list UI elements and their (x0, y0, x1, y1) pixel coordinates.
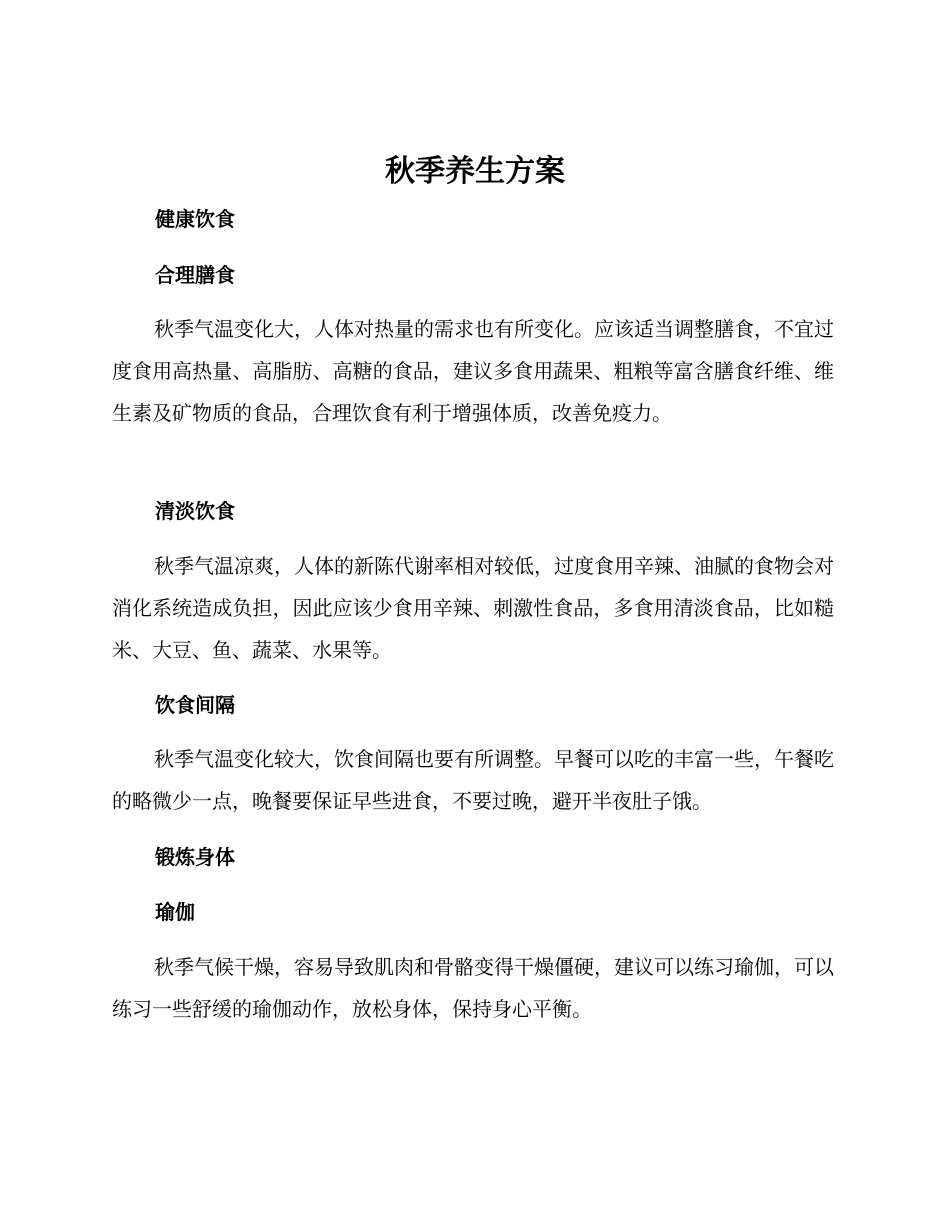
subheading-balanced-diet: 合理膳食 (155, 263, 235, 287)
page-title: 秋季养生方案 (385, 154, 565, 189)
paragraph-yoga: 秋季气候干燥，容易导致肌肉和骨骼变得干燥僵硬，建议可以练习瑜伽，可以练习一些舒缓的瑜伽动作，放松身体，保持身心平衡。 (112, 955, 834, 1021)
subheading-yoga: 瑜伽 (155, 900, 195, 924)
subheading-light-diet: 清淡饮食 (155, 499, 235, 523)
paragraph-balanced-diet: 秋季气温变化大，人体对热量的需求也有所变化。应该适当调整膳食，不宜过度食用高热量、高脂肪、高糖的食品，建议多食用蔬果、粗粮等富含膳食纤维、维生素及矿物质的食品，合理饮食有利于增强体质，改善免疫力。 (112, 317, 834, 425)
subheading-meal-interval: 饮食间隔 (155, 693, 235, 717)
section-heading-exercise: 锻炼身体 (155, 845, 235, 869)
paragraph-meal-interval: 秋季气温变化较大，饮食间隔也要有所调整。早餐可以吃的丰富一些，午餐吃的略微少一点，晚餐要保证早些进食，不要过晚，避开半夜肚子饿。 (112, 747, 834, 813)
section-heading-healthy-diet: 健康饮食 (155, 207, 235, 231)
paragraph-light-diet: 秋季气温凉爽，人体的新陈代谢率相对较低，过度食用辛辣、油腻的食物会对消化系统造成负担，因此应该少食用辛辣、刺激性食品，多食用清淡食品，比如糙米、大豆、鱼、蔬菜、水果等。 (112, 554, 834, 662)
